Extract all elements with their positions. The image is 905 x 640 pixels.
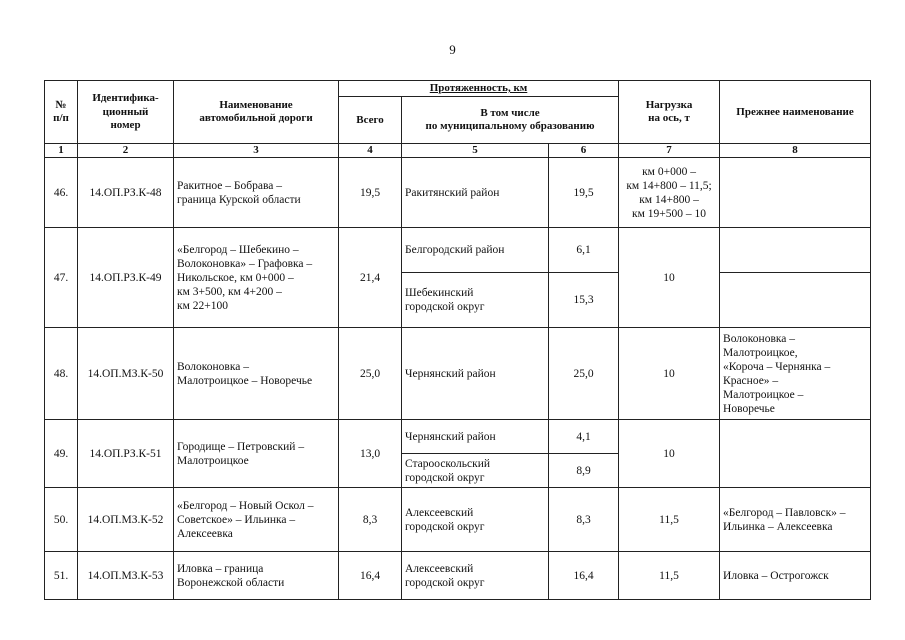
axle-load: 11,5 bbox=[619, 488, 720, 552]
road-name: Волоконовка – Малотроицкое – Новоречье bbox=[174, 328, 339, 420]
table-row bbox=[45, 488, 871, 552]
row-number: 49. bbox=[45, 420, 78, 488]
municipality: Шебекинский городской округ bbox=[402, 273, 549, 328]
road-name: «Белгород – Шебекино – Волоконовка» – Графовка – Никольское, км 0+000 – км 3+500, км 4+200 – км 22+100 bbox=[174, 228, 339, 328]
former-name: Иловка – Острогожск bbox=[720, 552, 871, 600]
axle-load: 10 bbox=[619, 420, 720, 488]
column-number: 3 bbox=[174, 144, 339, 158]
header-load-text: Нагрузка на ось, т bbox=[645, 98, 693, 125]
road-id: 14.ОП.МЗ.К-50 bbox=[78, 328, 174, 420]
road-name: Городище – Петровский – Малотроицкое bbox=[174, 420, 339, 488]
axle-load: 10 bbox=[619, 228, 720, 328]
length-total: 8,3 bbox=[339, 488, 402, 552]
road-id: 14.ОП.РЗ.К-49 bbox=[78, 228, 174, 328]
header-num-text: № п/п bbox=[53, 98, 69, 125]
header-by-municipality bbox=[402, 97, 619, 144]
column-number: 5 bbox=[402, 144, 549, 158]
former-name bbox=[720, 228, 871, 273]
municipality: Белгородский район bbox=[402, 228, 549, 273]
header-name bbox=[174, 81, 339, 144]
former-name: «Белгород – Павловск» – Ильинка – Алексеевка bbox=[720, 488, 871, 552]
header-total-text: Всего bbox=[356, 113, 384, 126]
row-number: 50. bbox=[45, 488, 78, 552]
header-num bbox=[45, 81, 78, 144]
former-name bbox=[720, 420, 871, 488]
former-name bbox=[720, 158, 871, 228]
municipality: Чернянский район bbox=[402, 420, 549, 454]
header-by-municipality-text: В том числе по муниципальному образованию bbox=[425, 107, 595, 133]
header-id-text: Идентифика- ционный номер bbox=[92, 92, 159, 131]
column-number: 8 bbox=[720, 144, 871, 158]
column-number: 7 bbox=[619, 144, 720, 158]
roads-table bbox=[44, 80, 871, 600]
length-total: 19,5 bbox=[339, 158, 402, 228]
road-name: «Белгород – Новый Оскол – Советское» – Ильинка – Алексеевка bbox=[174, 488, 339, 552]
road-name: Ракитное – Бобрава – граница Курской области bbox=[174, 158, 339, 228]
road-id: 14.ОП.МЗ.К-53 bbox=[78, 552, 174, 600]
length-total: 16,4 bbox=[339, 552, 402, 600]
municipality: Ракитянский район bbox=[402, 158, 549, 228]
header-load bbox=[619, 81, 720, 144]
former-name: Волоконовка – Малотроицкое, «Короча – Чернянка – Красное» – Малотроицкое – Новоречье bbox=[720, 328, 871, 420]
former-name-empty bbox=[720, 273, 871, 328]
header-length bbox=[339, 81, 619, 97]
axle-load: 10 bbox=[619, 328, 720, 420]
row-number: 47. bbox=[45, 228, 78, 328]
municipality-length: 8,9 bbox=[549, 454, 619, 488]
axle-load: км 0+000 – км 14+800 – 11,5; км 14+800 – км 19+500 – 10 bbox=[619, 158, 720, 228]
row-number: 46. bbox=[45, 158, 78, 228]
municipality: Старооскольский городской округ bbox=[402, 454, 549, 488]
road-name: Иловка – граница Воронежской области bbox=[174, 552, 339, 600]
header-id bbox=[78, 81, 174, 144]
table-row bbox=[45, 228, 871, 273]
header-former bbox=[720, 81, 871, 144]
column-number: 6 bbox=[549, 144, 619, 158]
table-row bbox=[45, 552, 871, 600]
municipality: Чернянский район bbox=[402, 328, 549, 420]
road-id: 14.ОП.МЗ.К-52 bbox=[78, 488, 174, 552]
municipality-length: 16,4 bbox=[549, 552, 619, 600]
table-row bbox=[45, 420, 871, 454]
column-numbers-row bbox=[45, 144, 871, 158]
table-row bbox=[45, 328, 871, 420]
table-row bbox=[45, 158, 871, 228]
municipality-length: 19,5 bbox=[549, 158, 619, 228]
table-body bbox=[45, 158, 871, 600]
length-total: 25,0 bbox=[339, 328, 402, 420]
municipality-length: 4,1 bbox=[549, 420, 619, 454]
length-total: 13,0 bbox=[339, 420, 402, 488]
row-number: 51. bbox=[45, 552, 78, 600]
column-number: 4 bbox=[339, 144, 402, 158]
road-id: 14.ОП.РЗ.К-51 bbox=[78, 420, 174, 488]
header-name-text: Наименование автомобильной дороги bbox=[199, 98, 313, 125]
municipality-length: 8,3 bbox=[549, 488, 619, 552]
road-id: 14.ОП.РЗ.К-48 bbox=[78, 158, 174, 228]
axle-load: 11,5 bbox=[619, 552, 720, 600]
header-length-text: Протяженность, км bbox=[429, 82, 528, 94]
municipality: Алексеевский городской округ bbox=[402, 488, 549, 552]
column-number: 1 bbox=[45, 144, 78, 158]
page-number: 9 bbox=[449, 42, 456, 57]
municipality-length: 6,1 bbox=[549, 228, 619, 273]
header-total bbox=[339, 97, 402, 144]
municipality-length: 25,0 bbox=[549, 328, 619, 420]
municipality: Алексеевский городской округ bbox=[402, 552, 549, 600]
column-number: 2 bbox=[78, 144, 174, 158]
row-number: 48. bbox=[45, 328, 78, 420]
length-total: 21,4 bbox=[339, 228, 402, 328]
municipality-length: 15,3 bbox=[549, 273, 619, 328]
header-former-text: Прежнее наименование bbox=[736, 105, 854, 118]
